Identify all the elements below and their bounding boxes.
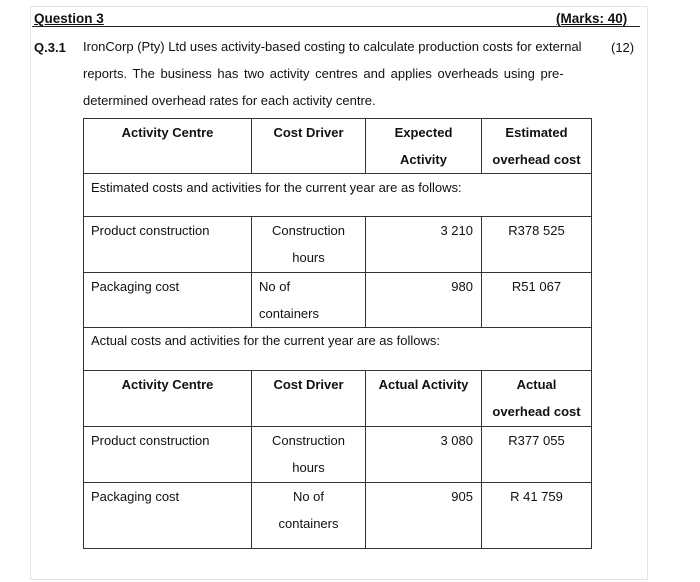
- subquestion-marks: (12): [611, 40, 635, 55]
- row-activity-centre: Packaging cost: [84, 273, 252, 328]
- actual-note: Actual costs and activities for the current year are as follows:: [84, 327, 592, 370]
- table-row: [84, 273, 592, 328]
- header-expected-activity: [366, 119, 482, 174]
- row-activity-centre: Packaging cost: [84, 482, 252, 548]
- header-expected-line-2: Activity: [400, 152, 447, 167]
- header-rule: [32, 26, 640, 27]
- header-actual-line-2: overhead cost: [492, 403, 581, 419]
- header-activity-centre: Activity Centre: [84, 370, 252, 426]
- header-actual-activity: Actual Activity: [366, 370, 482, 426]
- table-row: [84, 217, 592, 273]
- row-estimated-cost: R51 067: [482, 273, 592, 328]
- row-driver-line-1: Construction: [272, 432, 345, 448]
- header-estimated-overhead: [482, 119, 592, 174]
- estimated-note: Estimated costs and activities for the current year are as follows:: [84, 174, 592, 217]
- header-expected-line-1: Expected: [394, 125, 453, 140]
- table-header-row: [84, 119, 592, 174]
- row-cost-driver: [252, 217, 366, 273]
- row-cost-driver: [252, 273, 366, 328]
- row-activity-centre: Product construction: [84, 426, 252, 482]
- note-row: [84, 327, 592, 370]
- table-header-row: [84, 370, 592, 426]
- row-cost-driver: [252, 426, 366, 482]
- row-driver-line-2: hours: [292, 459, 325, 475]
- row-driver-line-1: Construction: [272, 223, 345, 238]
- subquestion-line-1: IronCorp (Pty) Ltd uses activity-based costing to calculate production costs for external: [83, 39, 582, 54]
- row-driver-line-2: containers: [278, 515, 339, 531]
- estimated-costs-table: [83, 118, 592, 328]
- subquestion-line-3: determined overhead rates for each activity centre.: [83, 93, 376, 108]
- subquestion-line-2: reports. The business has two activity centres and applies overheads using pre-: [83, 66, 564, 81]
- row-driver-line-2: hours: [292, 250, 325, 265]
- row-driver-line-1: No of: [292, 488, 325, 504]
- row-actual-cost: R 41 759: [482, 482, 592, 548]
- header-cost-driver: Cost Driver: [252, 370, 366, 426]
- row-actual-cost: R377 055: [482, 426, 592, 482]
- header-estimated-line-1: Estimated: [505, 125, 568, 140]
- actual-costs-table: [83, 327, 592, 549]
- row-activity-centre: Product construction: [84, 217, 252, 273]
- row-driver-line-1: No of: [259, 279, 291, 294]
- header-estimated-line-2: overhead cost: [492, 152, 581, 167]
- header-actual-line-1: Actual: [516, 376, 557, 392]
- question-marks: (Marks: 40): [556, 11, 628, 26]
- table-row: [84, 426, 592, 482]
- row-driver-line-2: containers: [259, 306, 319, 321]
- header-actual-overhead: [482, 370, 592, 426]
- row-expected-activity: 3 210: [366, 217, 482, 273]
- row-cost-driver: [252, 482, 366, 548]
- header-activity-centre: Activity Centre: [84, 119, 252, 174]
- row-actual-activity: 905: [366, 482, 482, 548]
- note-row: [84, 174, 592, 217]
- row-estimated-cost: R378 525: [482, 217, 592, 273]
- subquestion-number: Q.3.1: [34, 40, 66, 55]
- row-actual-activity: 3 080: [366, 426, 482, 482]
- table-row: [84, 482, 592, 548]
- header-cost-driver: Cost Driver: [252, 119, 366, 174]
- row-expected-activity: 980: [366, 273, 482, 328]
- question-title: Question 3: [34, 11, 104, 26]
